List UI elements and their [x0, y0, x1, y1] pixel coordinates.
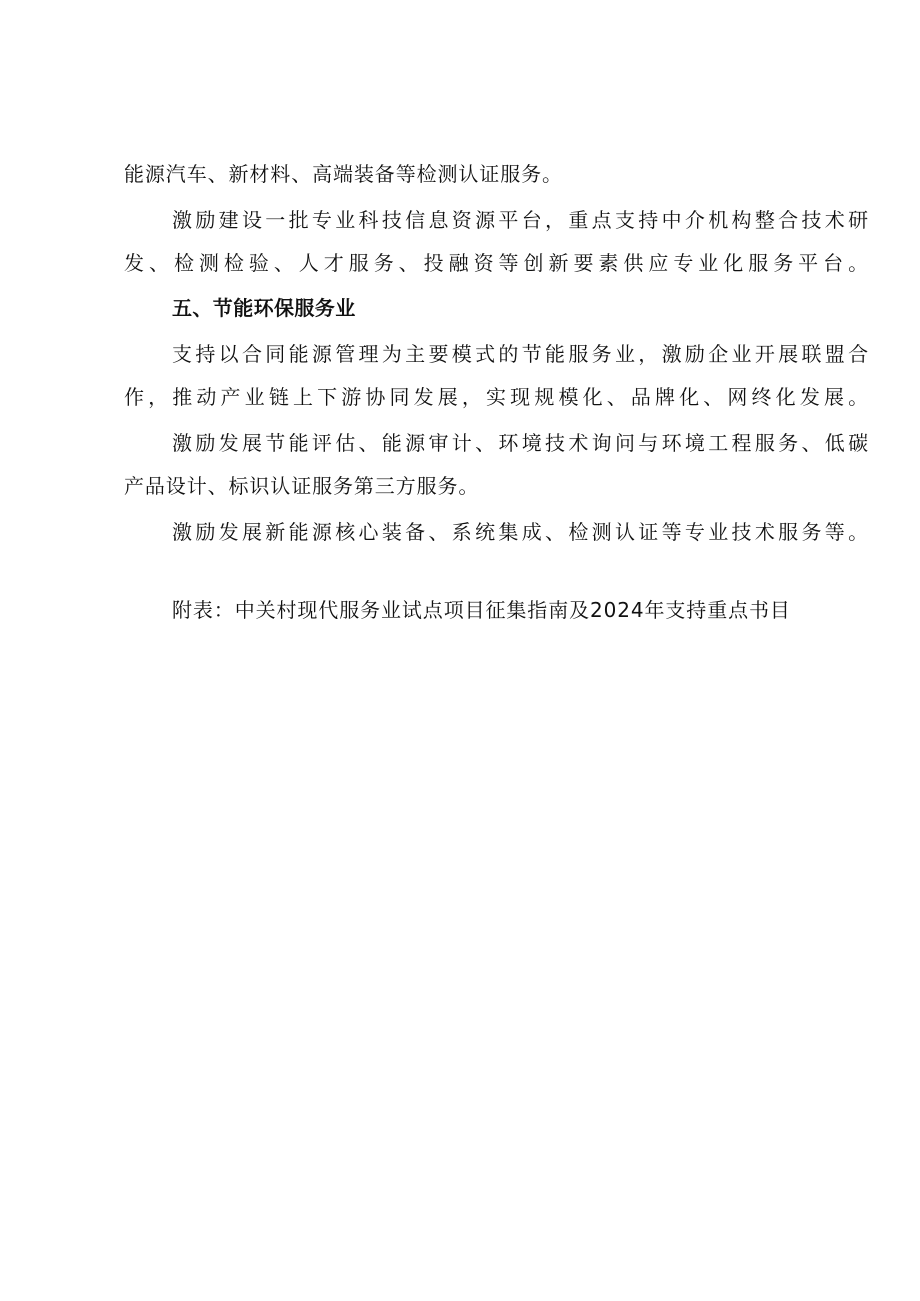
paragraph-line: 支持以合同能源管理为主要模式的节能服务业，激励企业开展联盟合 [172, 342, 869, 366]
paragraph-line: 激励建设一批专业科技信息资源平台，重点支持中介机构整合技术研 [172, 208, 869, 232]
paragraph-line: 作，推动产业链上下游协同发展，实现规模化、品牌化、网终化发展。 [124, 385, 869, 409]
section-heading: 五、节能环保服务业 [172, 296, 356, 320]
paragraph-line: 能源汽车、新材料、高端装备等检测认证服务。 [124, 162, 563, 186]
paragraph-line: 发、检测检验、人才服务、投融资等创新要素供应专业化服务平台。 [124, 251, 869, 275]
paragraph-line: 产品设计、标识认证服务第三方服务。 [124, 474, 480, 498]
paragraph-line: 激励发展新能源核心装备、系统集成、检测认证等专业技术服务等。 [172, 520, 869, 544]
paragraph-line: 激励发展节能评估、能源审计、环境技术询问与环境工程服务、低碳 [172, 431, 869, 455]
attachment-line: 附表：中关村现代服务业试点项目征集指南及2024年支持重点书目 [172, 598, 791, 622]
